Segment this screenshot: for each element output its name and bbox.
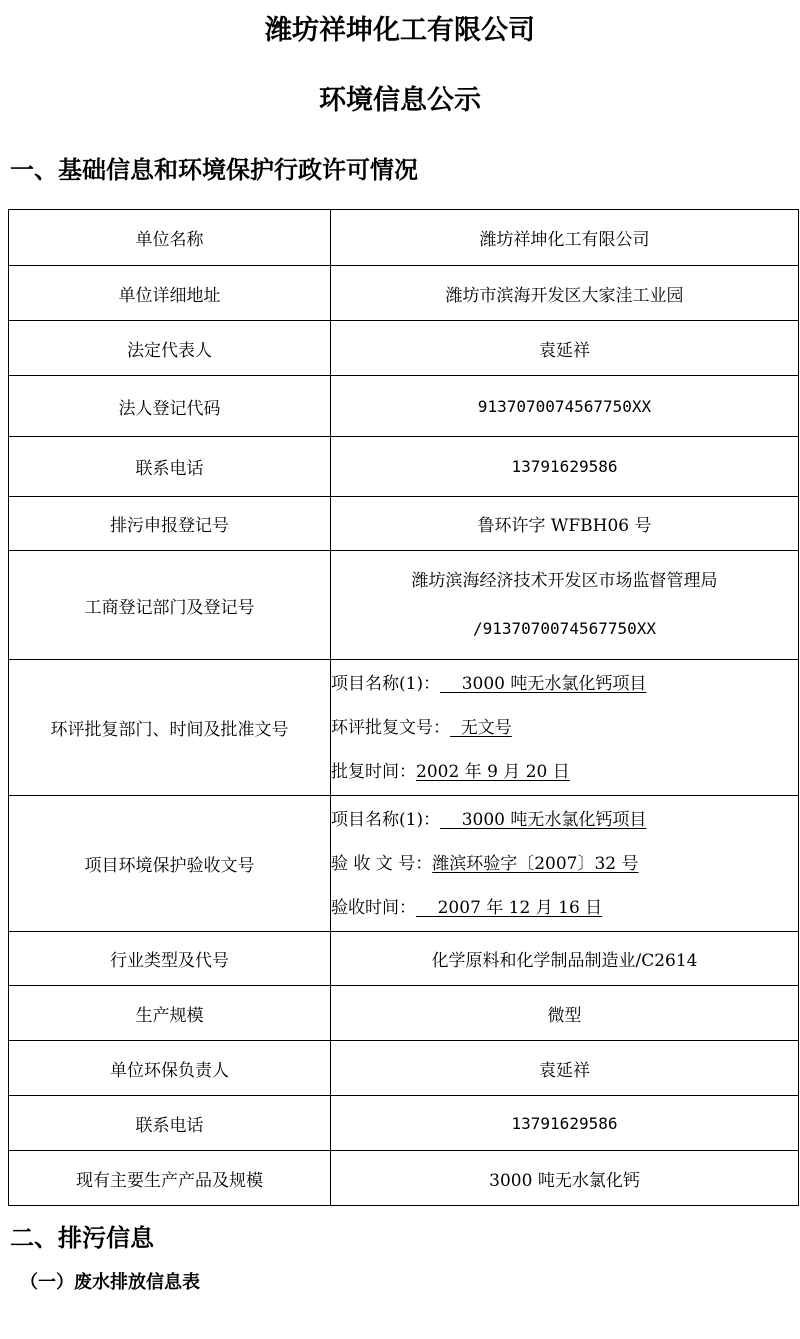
row-value: 潍坊祥坤化工有限公司 <box>331 210 799 266</box>
row-value: 袁延祥 <box>331 1041 799 1096</box>
row-label: 联系电话 <box>9 1096 331 1151</box>
row-value: 潍坊市滨海开发区大家洼工业园 <box>331 266 799 321</box>
value-line <box>331 662 798 706</box>
line-prefix: 环评批复文号： <box>331 717 450 738</box>
row-label: 生产规模 <box>9 986 331 1041</box>
row-value: 微型 <box>331 986 799 1041</box>
row-label: 排污申报登记号 <box>9 497 331 551</box>
section-heading-emissions: 二、排污信息 <box>10 1224 154 1252</box>
row-label: 工商登记部门及登记号 <box>9 551 331 660</box>
line-prefix: 验 收 文 号： <box>331 853 433 874</box>
table-row <box>9 551 799 660</box>
value-line: /9137070074567750XX <box>472 619 657 638</box>
row-value <box>331 551 799 660</box>
table-row <box>9 376 799 437</box>
row-value <box>331 796 799 932</box>
value-line <box>331 842 798 886</box>
table-row <box>9 660 799 796</box>
row-label: 单位环保负责人 <box>9 1041 331 1096</box>
row-value <box>331 660 799 796</box>
table-row <box>9 1151 799 1206</box>
line-value: 2007 年 12 月 16 日 <box>416 897 603 918</box>
row-value: 13791629586 <box>331 1096 799 1151</box>
line-value: 潍滨环验字〔2007〕32 号 <box>432 853 639 874</box>
line-prefix: 验收时间： <box>331 897 416 918</box>
line-prefix: 批复时间： <box>331 761 416 782</box>
row-label: 法人登记代码 <box>9 376 331 437</box>
table-row <box>9 266 799 321</box>
row-label: 单位名称 <box>9 210 331 266</box>
table-row <box>9 210 799 266</box>
table-row <box>9 932 799 986</box>
row-label: 环评批复部门、时间及批准文号 <box>9 660 331 796</box>
row-label: 项目环境保护验收文号 <box>9 796 331 932</box>
table-row <box>9 796 799 932</box>
row-label: 单位详细地址 <box>9 266 331 321</box>
row-label: 现有主要生产产品及规模 <box>9 1151 331 1206</box>
row-value: 鲁环许字 WFBH06 号 <box>331 497 799 551</box>
row-value: 化学原料和化学制品制造业/C2614 <box>331 932 799 986</box>
value-line <box>331 706 798 750</box>
row-label: 行业类型及代号 <box>9 932 331 986</box>
value-line <box>331 750 798 794</box>
line-prefix: 项目名称(1)： <box>331 673 441 694</box>
value-line <box>331 886 798 930</box>
row-value: 3000 吨无水氯化钙 <box>331 1151 799 1206</box>
value-line <box>331 798 798 842</box>
subsection-heading-wastewater: （一）废水排放信息表 <box>20 1272 200 1293</box>
basic-info-table <box>8 209 799 1206</box>
line-prefix: 项目名称(1)： <box>331 809 441 830</box>
row-label: 联系电话 <box>9 437 331 497</box>
line-value: 3000 吨无水氯化钙项目 <box>440 809 647 830</box>
company-title: 潍坊祥坤化工有限公司 <box>265 15 535 46</box>
row-label: 法定代表人 <box>9 321 331 376</box>
table-row <box>9 437 799 497</box>
table-row <box>9 1041 799 1096</box>
table-row <box>9 321 799 376</box>
page-title: 环境信息公示 <box>319 85 481 116</box>
line-value: 3000 吨无水氯化钙项目 <box>440 673 647 694</box>
row-value: 13791629586 <box>331 437 799 497</box>
line-value: 无文号 <box>450 717 512 738</box>
value-line: 潍坊滨海经济技术开发区市场监督管理局 <box>411 571 718 591</box>
table-row <box>9 1096 799 1151</box>
line-value: 2002 年 9 月 20 日 <box>416 761 570 782</box>
table-row <box>9 497 799 551</box>
table-row <box>9 986 799 1041</box>
row-value: 袁延祥 <box>331 321 799 376</box>
row-value: 9137070074567750XX <box>331 376 799 437</box>
section-heading-basic-info: 一、基础信息和环境保护行政许可情况 <box>10 156 418 184</box>
